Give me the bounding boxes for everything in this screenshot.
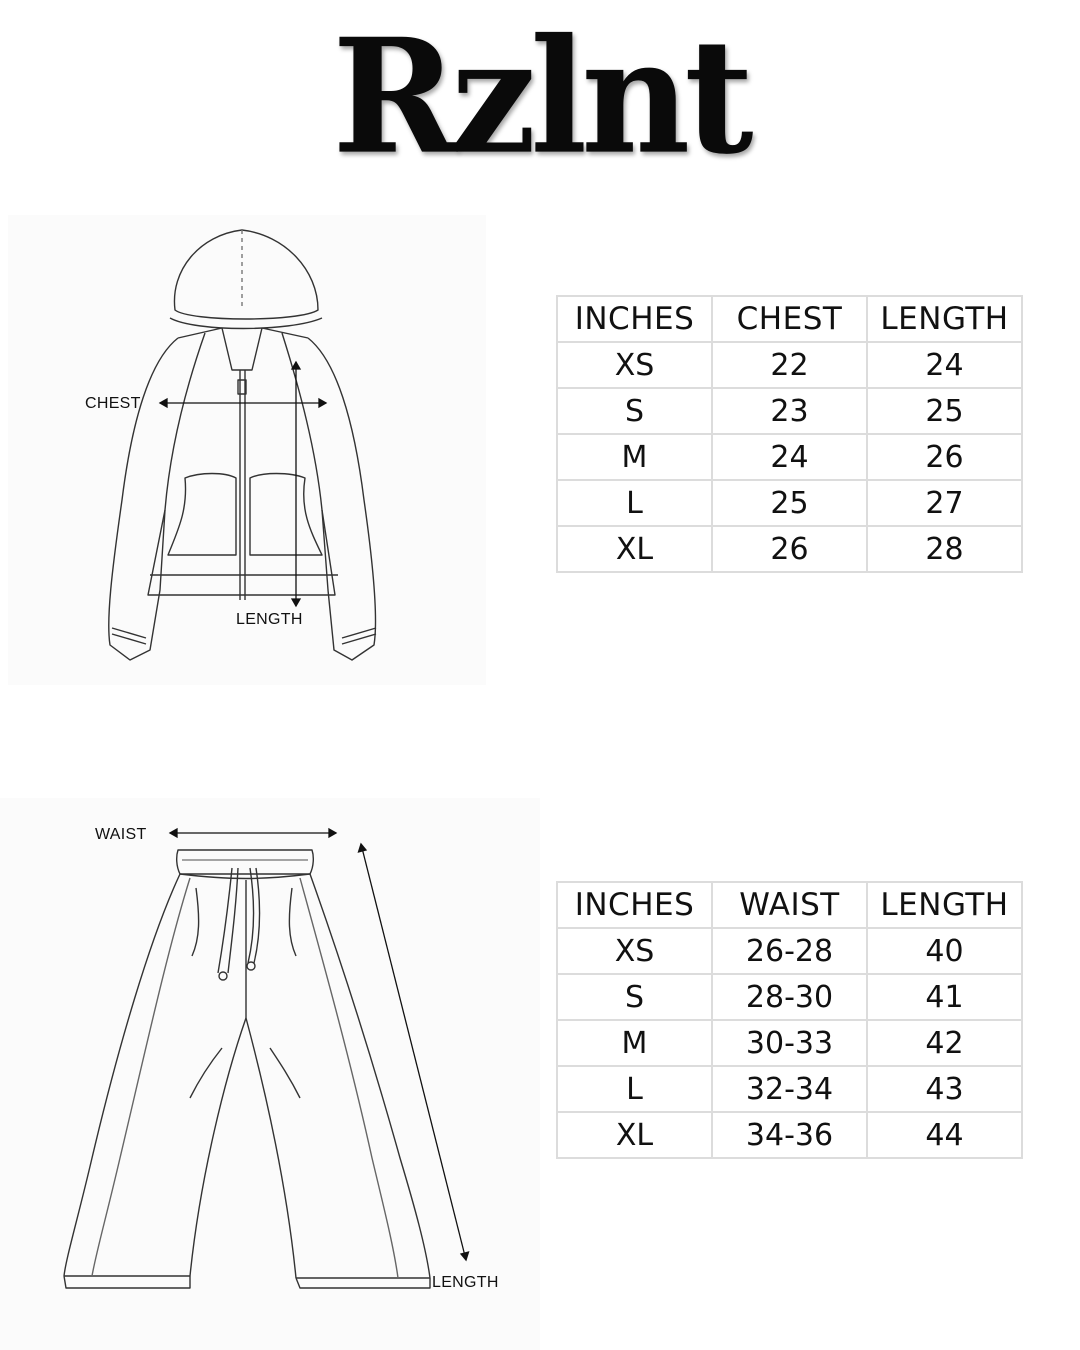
table-cell: 43 xyxy=(867,1066,1022,1112)
table-cell: 28 xyxy=(867,526,1022,572)
table-cell: 22 xyxy=(712,342,867,388)
table-row xyxy=(557,342,1022,388)
table-cell: 24 xyxy=(712,434,867,480)
table-cell: 23 xyxy=(712,388,867,434)
pants-size-table xyxy=(556,881,1023,1159)
table-cell: S xyxy=(557,974,712,1020)
table-cell: 26 xyxy=(867,434,1022,480)
pants-illustration xyxy=(0,798,545,1350)
table-cell: 26 xyxy=(712,526,867,572)
hoodie-length-label: LENGTH xyxy=(236,611,303,628)
table-cell: 24 xyxy=(867,342,1022,388)
table-header-cell: CHEST xyxy=(712,296,867,342)
table-cell: 42 xyxy=(867,1020,1022,1066)
table-row xyxy=(557,388,1022,434)
table-cell: 26-28 xyxy=(712,928,867,974)
hoodie-size-table xyxy=(556,295,1023,573)
table-header-cell: INCHES xyxy=(557,296,712,342)
table-cell: 34-36 xyxy=(712,1112,867,1158)
table-cell: 41 xyxy=(867,974,1022,1020)
table-cell: XL xyxy=(557,526,712,572)
table-cell: 25 xyxy=(712,480,867,526)
table-cell: M xyxy=(557,434,712,480)
pants-drawing xyxy=(0,798,545,1350)
table-row xyxy=(557,1020,1022,1066)
table-cell: 44 xyxy=(867,1112,1022,1158)
brand-logo: Rzlnt xyxy=(332,4,748,190)
table-header-row xyxy=(557,296,1022,342)
table-header-cell: INCHES xyxy=(557,882,712,928)
table-header-cell: LENGTH xyxy=(867,296,1022,342)
table-row xyxy=(557,1112,1022,1158)
table-header-cell: WAIST xyxy=(712,882,867,928)
table-cell: XS xyxy=(557,928,712,974)
pants-length-label: LENGTH xyxy=(432,1274,499,1291)
table-cell: XS xyxy=(557,342,712,388)
table-row xyxy=(557,526,1022,572)
table-row xyxy=(557,480,1022,526)
table-row xyxy=(557,928,1022,974)
table-cell: L xyxy=(557,1066,712,1112)
pants-waist-label: WAIST xyxy=(95,826,147,843)
table-row xyxy=(557,1066,1022,1112)
table-row xyxy=(557,974,1022,1020)
table-cell: M xyxy=(557,1020,712,1066)
table-cell: 32-34 xyxy=(712,1066,867,1112)
table-cell: 27 xyxy=(867,480,1022,526)
table-cell: 40 xyxy=(867,928,1022,974)
table-cell: 30-33 xyxy=(712,1020,867,1066)
table-header-row xyxy=(557,882,1022,928)
table-cell: S xyxy=(557,388,712,434)
table-cell: XL xyxy=(557,1112,712,1158)
table-cell: L xyxy=(557,480,712,526)
table-header-cell: LENGTH xyxy=(867,882,1022,928)
hoodie-chest-label: CHEST xyxy=(85,395,141,412)
table-cell: 25 xyxy=(867,388,1022,434)
table-row xyxy=(557,434,1022,480)
table-cell: 28-30 xyxy=(712,974,867,1020)
